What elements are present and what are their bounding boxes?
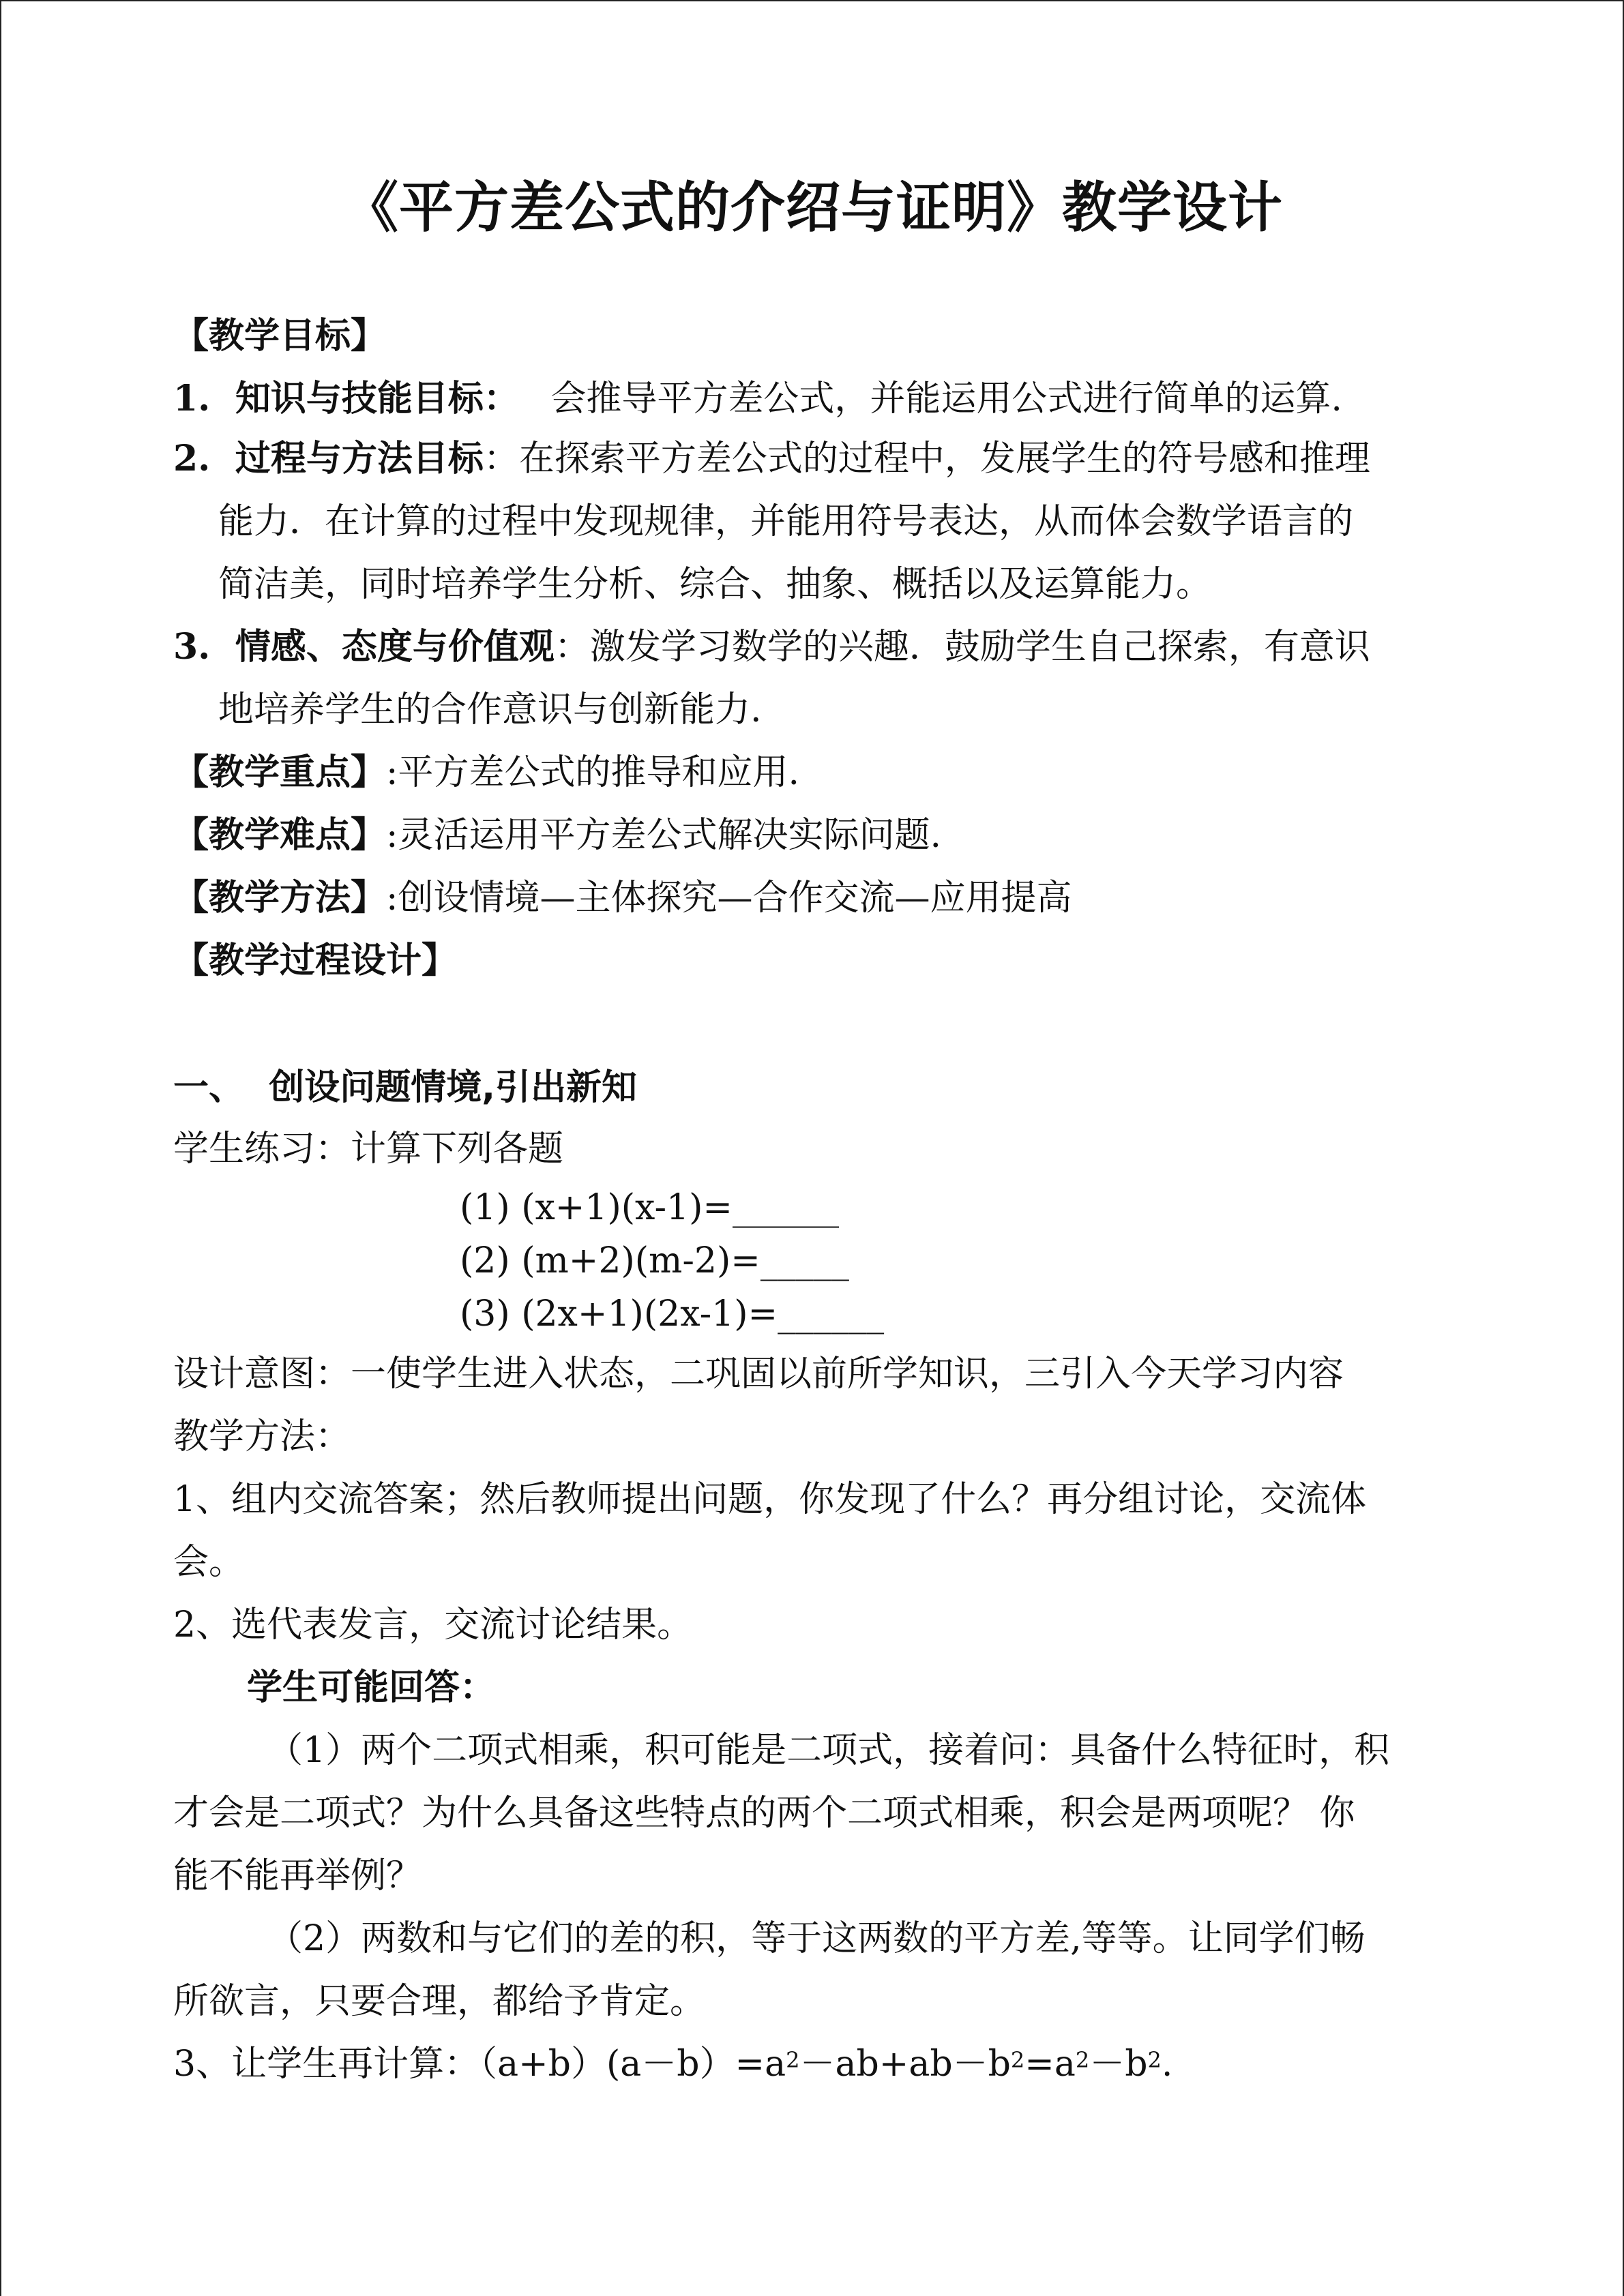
objective-1-text: 会推导平方差公式，并能运用公式进行简单的运算. <box>550 378 1342 419</box>
objective-2-text-line-1: ：在探索平方差公式的过程中，发展学生的符号感和推理 <box>483 438 1370 479</box>
teaching-method-label: 【教学方法】 <box>173 878 387 919</box>
teaching-method-text: :创设情境—主体探究—合作交流—应用提高 <box>386 878 1072 919</box>
step-3 <box>173 2040 1172 2088</box>
step-1-line-2: 会。 <box>173 1542 245 1583</box>
objective-3-num: 3. <box>173 626 211 668</box>
step-3-end: . <box>1161 2044 1173 2085</box>
design-intent: 设计意图：一使学生进入状态，二巩固以前所学知识，三引入今天学习内容 <box>173 1354 1344 1395</box>
answer-2-line-2: 所欲言，只要合理，都给予肯定。 <box>173 1981 706 2022</box>
step-3-mid-3: －b <box>1089 2044 1148 2085</box>
objective-2-text-line-2: 能力．在计算的过程中发现规律，并能用符号表达，从而体会数学语言的 <box>218 501 1354 542</box>
practice-intro: 学生练习：计算下列各题 <box>173 1129 564 1169</box>
section-1-heading: 一、 创设问题情境,引出新知 <box>173 1067 637 1108</box>
exercise-2: (2) (m+2)(m-2)=_____ <box>460 1240 849 1281</box>
exercise-3: (3) (2x+1)(2x-1)=______ <box>460 1294 885 1335</box>
answer-1-line-2: 才会是二项式？为什么具备这些特点的两个二项式相乘，积会是两项呢？ 你 <box>173 1793 1355 1834</box>
objective-3-text-line-1: ：激发学习数学的兴趣．鼓励学生自己探索，有意识 <box>554 627 1370 668</box>
key-point <box>173 749 799 796</box>
objectives-heading: 【教学目标】 <box>173 316 387 357</box>
answer-2-line-1: （2）两数和与它们的差的积，等于这两数的平方差,等等。让同学们畅 <box>267 1918 1365 1959</box>
teaching-method <box>173 874 1072 922</box>
objective-3-label: 情感、态度与价值观 <box>235 627 555 668</box>
superscript-2: 2 <box>1010 2047 1025 2073</box>
objective-2-label: 过程与方法目标 <box>235 438 484 479</box>
key-point-text: :平方差公式的推导和应用. <box>386 752 800 793</box>
answer-1-line-1: （1）两个二项式相乘，积可能是二项式，接着问：具备什么特征时，积 <box>267 1730 1390 1771</box>
superscript-2: 2 <box>786 2047 800 2073</box>
exercise-1: (1) (x+1)(x-1)=______ <box>460 1187 839 1228</box>
objective-1 <box>173 375 1342 423</box>
objective-1-num: 1. <box>173 378 211 419</box>
difficulty <box>173 811 941 859</box>
method-label: 教学方法： <box>173 1416 351 1457</box>
objective-3-text-line-2: 地培养学生的合作意识与创新能力. <box>218 689 762 730</box>
superscript-2: 2 <box>1147 2047 1162 2073</box>
step-2: 2、选代表发言，交流讨论结果。 <box>173 1605 693 1645</box>
difficulty-label: 【教学难点】 <box>173 815 387 856</box>
document-title: 《平方差公式的介绍与证明》教学设计 <box>344 176 1283 239</box>
key-point-label: 【教学重点】 <box>173 752 387 793</box>
superscript-2: 2 <box>1075 2047 1090 2073</box>
answer-1-line-3: 能不能再举例？ <box>173 1855 422 1896</box>
objective-3 <box>173 623 1370 671</box>
step-1-line-1: 1、组内交流答案；然后教师提出问题，你发现了什么？再分组讨论，交流体 <box>173 1479 1367 1520</box>
step-3-prefix: 3、让学生再计算：（a+b）(a－b）=a <box>173 2044 786 2085</box>
answers-label: 学生可能回答： <box>247 1667 496 1708</box>
objective-1-label: 知识与技能目标： <box>235 378 519 419</box>
objective-2-text-line-3: 简洁美，同时培养学生分析、综合、抽象、概括以及运算能力。 <box>218 564 1212 605</box>
objective-2-num: 2. <box>173 438 211 479</box>
process-heading: 【教学过程设计】 <box>173 940 458 981</box>
objective-2 <box>173 435 1370 483</box>
difficulty-text: :灵活运用平方差公式解决实际问题. <box>386 815 942 856</box>
step-3-mid-1: －ab+ab－b <box>799 2044 1011 2085</box>
step-3-mid-2: =a <box>1024 2044 1076 2085</box>
